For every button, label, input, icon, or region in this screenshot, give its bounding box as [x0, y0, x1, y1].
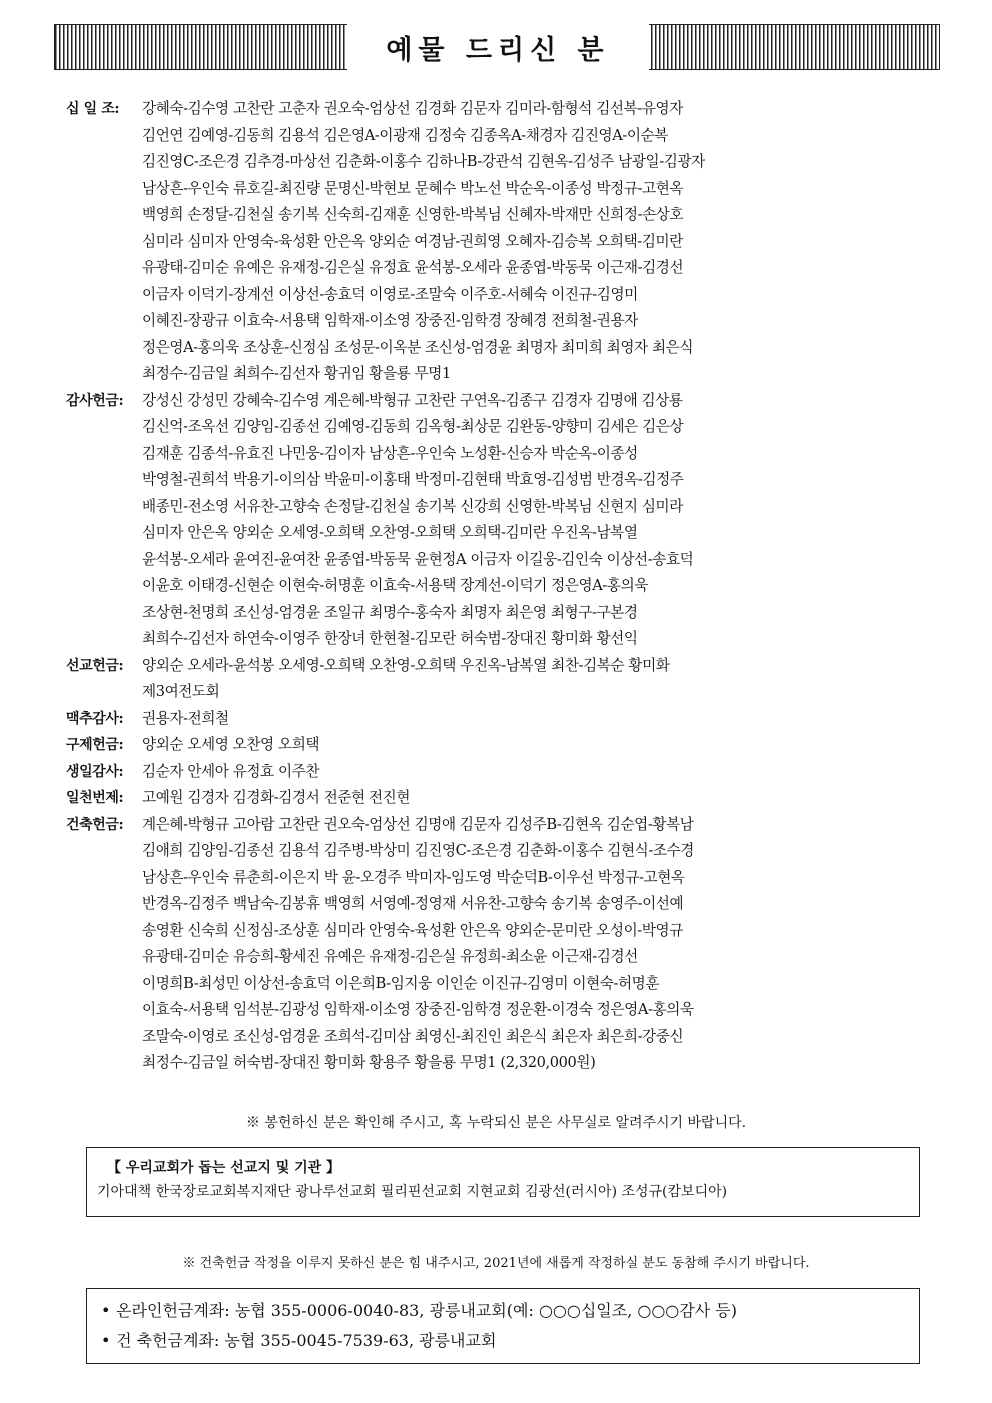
account-line-building: [101, 1326, 905, 1356]
confirm-notice: ※ 봉헌하신 분은 확인해 주시고, 혹 누락되신 분은 사무실로 알려주시기 바랍니다.: [245, 1115, 747, 1131]
offering-section: [66, 759, 946, 786]
name-line: 김순자 안세아 유정효 이주찬: [142, 762, 320, 780]
section-label: 맥추감사:: [66, 710, 124, 727]
section-names: [142, 706, 946, 733]
section-label: 일천번제:: [66, 790, 124, 806]
bullet-icon: •: [101, 1331, 111, 1350]
section-label: 구제헌금:: [66, 737, 124, 753]
offering-section: [66, 96, 946, 388]
account-text: 건 축헌금계좌: 농협 355-0045-7539-63, 광릉내교회: [116, 1331, 497, 1350]
support-text: 기아대책 한국장로교회복지재단 광나루선교회 필리핀선교회 지현교회 김광선(러시아) 조성규(캄보디아): [97, 1184, 728, 1200]
name-line: 계은혜-박형규 고아람 고찬란 권오숙-엄상선 김명애 김문자 김성주B-김현옥 김순엽-황복남: [142, 815, 694, 833]
offering-section: [66, 706, 946, 733]
name-line: 양외순 오세영 오찬영 오희택: [142, 736, 320, 753]
section-names: [142, 785, 946, 812]
section-label: 생일감사:: [66, 763, 124, 780]
name-line: 심미라 심미자 안영숙-육성환 안은옥 양외순 여경남-권희영 오혜자-김승복 오희택-김미란: [142, 232, 683, 250]
section-label: 감사헌금:: [66, 392, 124, 409]
account-line-online: [101, 1296, 905, 1326]
name-line: 이윤호 이태경-신현순 이현숙-허명훈 이효숙-서용택 장계선-이덕기 정은영A-홍의욱: [142, 577, 649, 594]
account-box: [86, 1288, 920, 1364]
section-label: 선교헌금:: [66, 657, 124, 674]
name-line: 남상흔-우인숙 류춘희-이은지 박 윤-오경주 박미자-임도영 박순덕B-이우선 박정규-고현옥: [142, 868, 685, 886]
section-names: [142, 759, 946, 786]
building-notice: ※ 건축헌금 작정을 이루지 못하신 분은 힘 내주시고, 2021년에 새롭게 작정하실 분도 동참해 주시기 바랍니다.: [182, 1256, 810, 1271]
section-names: [142, 96, 946, 388]
name-line: 조말숙-이영로 조신성-엄경윤 조희석-김미삼 최영신-최진인 최은식 최은자 최은희-강중신: [142, 1027, 684, 1045]
name-line: 최희수-김선자 하연숙-이영주 한장녀 한현철-김모란 허숙범-장대진 황미화 황선익: [142, 630, 638, 647]
account-text: 온라인헌금계좌: 농협 355-0006-0040-83, 광릉내교회(예: ○○○십일조, ○○○감사 등): [116, 1301, 737, 1320]
bullet-icon: •: [101, 1301, 111, 1320]
name-line: 양외순 오세라-윤석봉 오세영-오희택 오찬영-오희택 우진옥-남복열 최찬-김복순 황미화: [142, 656, 670, 674]
name-line: 이금자 이덕기-장계선 이상선-송효덕 이영로-조말숙 이주호-서혜숙 이진규-김영미: [142, 285, 638, 303]
name-line: 제3여전도회: [142, 683, 220, 700]
name-line: 김애희 김양임-김종선 김용석 김주병-박상미 김진영C-조은경 김춘화-이홍수 김현식-조수경: [142, 842, 694, 859]
name-line: 김언연 김예영-김동희 김용석 김은영A-이광재 김정숙 김종옥A-채경자 김진영A-이순복: [142, 126, 668, 144]
offering-list: [66, 96, 946, 1077]
name-line: 백영희 손정달-김천실 송기복 신숙희-김재훈 신영한-박복님 신혜자-박재만 신희정-손상호: [142, 206, 684, 223]
name-line: 송영환 신숙희 신정심-조상훈 심미라 안영숙-육성환 안은옥 양외순-문미란 오성이-박영규: [142, 921, 683, 939]
name-line: 최정수-김금일 최희수-김선자 황귀임 황을룡 무명1: [142, 365, 451, 382]
name-line: 강혜숙-김수영 고찬란 고춘자 권오숙-엄상선 김경화 김문자 김미라-함형석 김선복-유영자: [142, 100, 683, 117]
section-label: 건축헌금:: [66, 816, 124, 833]
name-line: 배종민-전소영 서유찬-고향숙 손정달-김천실 송기복 신강희 신영한-박복님 신현지 심미라: [142, 497, 683, 515]
section-label: 십 일 조:: [66, 101, 120, 117]
name-line: 조상현-천명희 조신성-엄경윤 조일규 최명수-홍숙자 최명자 최은영 최형구-구본경: [142, 603, 638, 621]
name-line: 권용자-전희철: [142, 709, 229, 727]
name-line: 김진영C-조은경 김추경-마상선 김춘화-이홍수 김하나B-강관석 김현옥-김성주 남광일-김광자: [142, 153, 705, 170]
section-names: [142, 732, 946, 759]
offering-section: [66, 732, 946, 759]
name-line: 강성신 강성민 강혜숙-김수영 계은혜-박형규 고찬란 구연옥-김종구 김경자 김명애 김상룡: [142, 391, 683, 409]
name-line: 김신억-조옥선 김양임-김종선 김예영-김동희 김옥형-최상문 김완동-양향미 김세은 김은상: [142, 418, 684, 435]
offering-section: [66, 812, 946, 1077]
name-line: 고예원 김경자 김경화-김경서 전준현 전진현: [142, 789, 411, 806]
support-box: [86, 1147, 920, 1217]
section-names: [142, 812, 946, 1077]
title-box: [347, 24, 649, 70]
section-names: [142, 388, 946, 653]
page-title: 예물 드리신 분: [386, 34, 610, 66]
name-line: 남상흔-우인숙 류호길-최진량 문명신-박현보 문혜수 박노선 박순옥-이종성 박정규-고현옥: [142, 179, 684, 197]
name-line: 박영철-권희석 박용기-이의삼 박윤미-이홍태 박정미-김현태 박효영-김성범 반경옥-김정주: [142, 471, 684, 488]
offering-section: [66, 653, 946, 706]
name-line: 정은영A-홍의욱 조상훈-신정심 조성문-이옥분 조신성-엄경윤 최명자 최미희 최영자 최은식: [142, 338, 694, 356]
title-banner: [54, 24, 940, 70]
section-names: [142, 653, 946, 706]
name-line: 이효숙-서용택 임석분-김광성 임학재-이소영 장중진-임학경 정운환-이경숙 정은영A-홍의욱: [142, 1001, 694, 1018]
support-title: 【 우리교회가 돕는 선교지 및 기관 】: [107, 1160, 341, 1176]
name-line: 이명희B-최성민 이상선-송효덕 이은희B-임지웅 이인순 이진규-김영미 이현숙-허명훈: [142, 974, 660, 992]
offering-section: [66, 388, 946, 653]
name-line: 최정수-김금일 허숙범-장대진 황미화 황용주 황을룡 무명1 (2,320,000원): [142, 1054, 596, 1071]
name-line: 유광태-김미순 유예은 유재정-김은실 유정효 윤석봉-오세라 윤종엽-박동묵 이근재-김경선: [142, 259, 684, 276]
name-line: 김재훈 김종석-유효진 나민웅-김이자 남상흔-우인숙 노성환-신승자 박순옥-이종성: [142, 444, 638, 462]
name-line: 반경옥-김정주 백남숙-김봉휴 백영희 서영예-정영재 서유찬-고향숙 송기복 송영주-이선예: [142, 895, 684, 912]
offering-section: [66, 785, 946, 812]
name-line: 심미자 안은옥 양외순 오세영-오희택 오찬영-오희택 오희택-김미란 우진옥-남복열: [142, 524, 638, 541]
name-line: 윤석봉-오세라 윤여진-윤여찬 윤종엽-박동묵 윤현정A 이금자 이길웅-김인숙 이상선-송효덕: [142, 550, 694, 568]
name-line: 이혜진-장광규 이효숙-서용택 임학재-이소영 장중진-임학경 장혜경 전희철-권용자: [142, 312, 638, 329]
name-line: 유광태-김미순 유승희-황세진 유예은 유재정-김은실 유정희-최소윤 이근재-김경선: [142, 948, 638, 965]
